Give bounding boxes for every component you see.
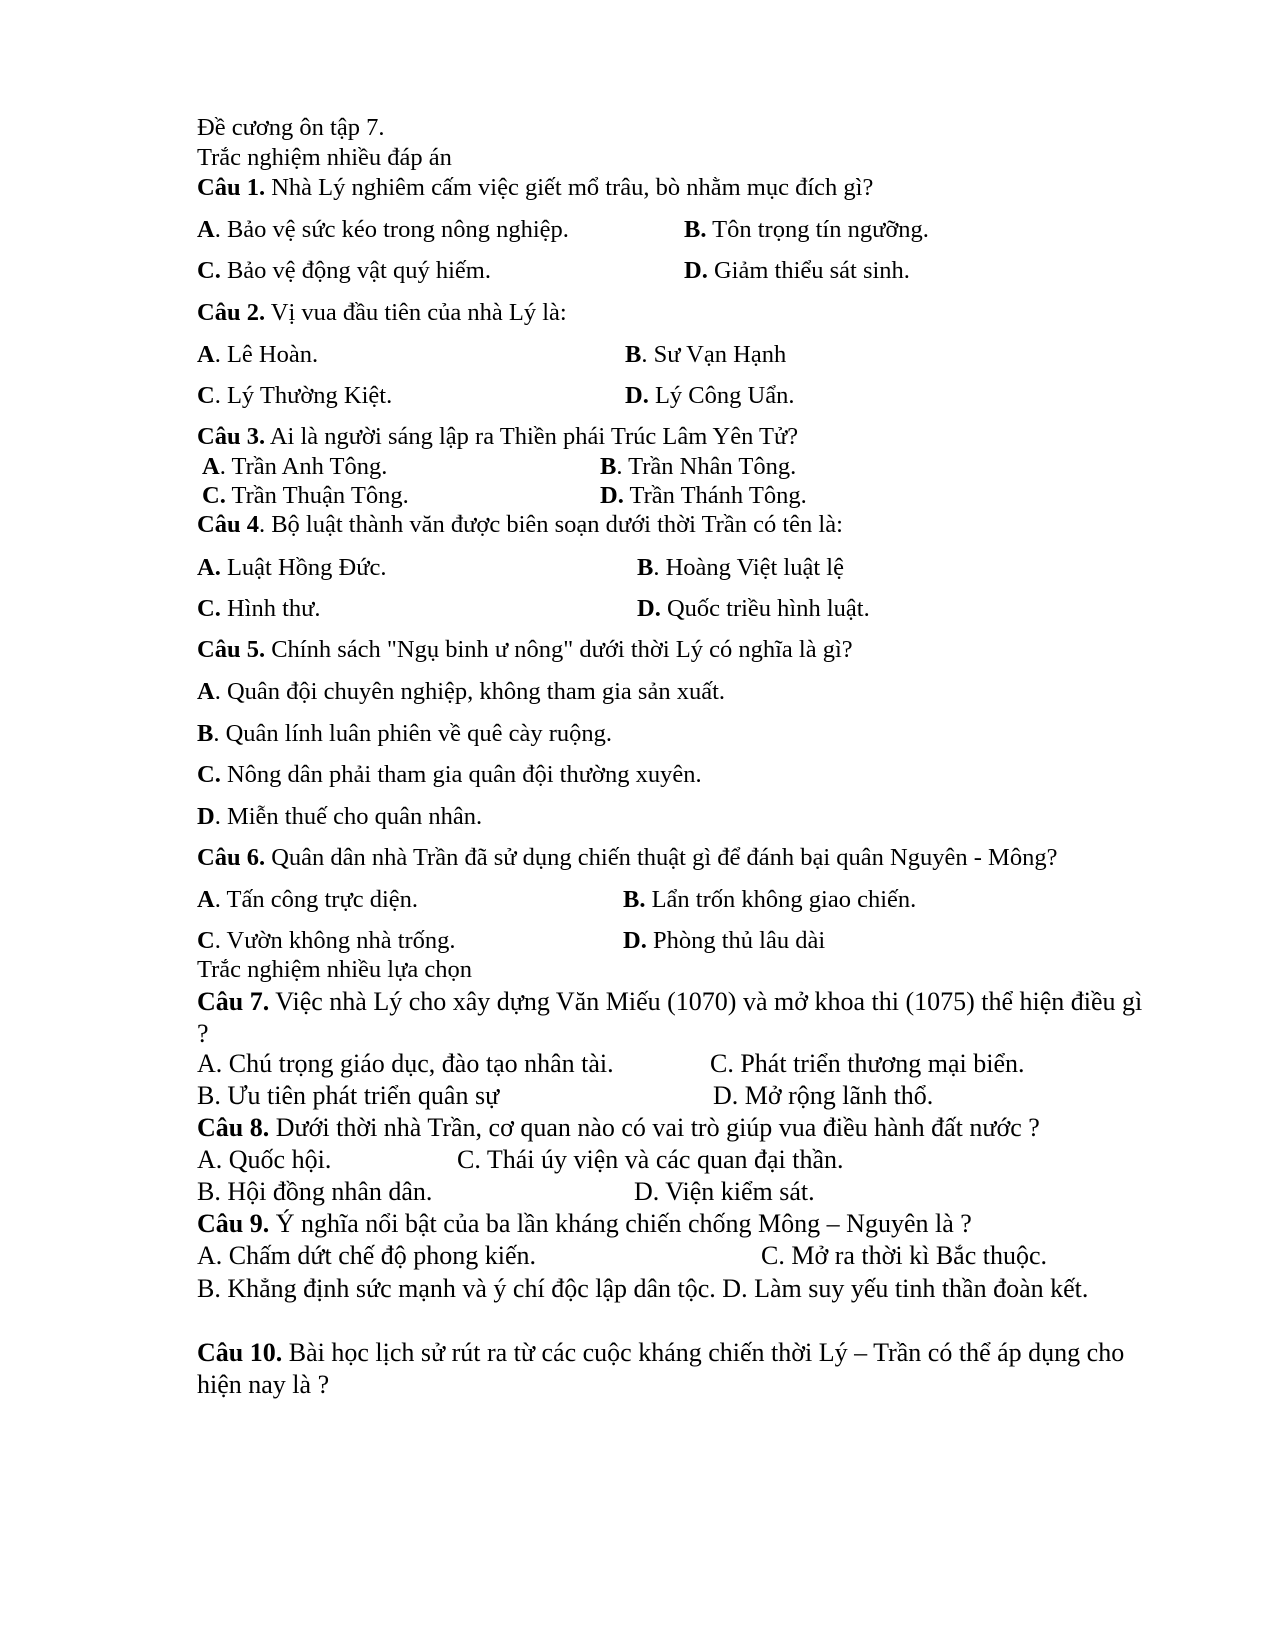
section-heading-multiple-choice: Trắc nghiệm nhiều lựa chọn (197, 956, 473, 983)
question-4: Câu 4. Bộ luật thành văn được biên soạn dưới thời Trần có tên là: (197, 511, 843, 538)
q8-option-d: D. Viện kiểm sát. (634, 1177, 815, 1206)
q1-option-d: D. Giảm thiểu sát sinh. (684, 257, 910, 284)
q6-option-c: C. Vườn không nhà trống. (197, 927, 456, 954)
q2-option-d: D. Lý Công Uẩn. (625, 382, 795, 409)
q7-option-d: D. Mở rộng lãnh thổ. (713, 1081, 934, 1110)
q1-option-c: C. Bảo vệ động vật quý hiếm. (197, 257, 491, 284)
q6-option-d: D. Phòng thủ lâu dài (623, 927, 826, 954)
q9-option-b-d: B. Khẳng định sức mạnh và ý chí độc lập dân tộc. D. Làm suy yếu tinh thần đoàn kết. (197, 1274, 1089, 1303)
q7-option-a: A. Chú trọng giáo dục, đào tạo nhân tài. (197, 1049, 614, 1078)
question-2: Câu 2. Vị vua đầu tiên của nhà Lý là: (197, 299, 567, 326)
question-5: Câu 5. Chính sách "Ngụ binh ư nông" dưới thời Lý có nghĩa là gì? (197, 636, 853, 663)
q3-option-c: C. Trần Thuận Tông. (202, 482, 409, 509)
q6-option-a: A. Tấn công trực diện. (197, 886, 419, 913)
question-6: Câu 6. Quân dân nhà Trần đã sử dụng chiến thuật gì để đánh bại quân Nguyên - Mông? (197, 844, 1058, 871)
q9-option-a: A. Chấm dứt chế độ phong kiến. (197, 1241, 537, 1270)
q4-option-c: C. Hình thư. (197, 595, 321, 622)
q2-option-c: C. Lý Thường Kiệt. (197, 382, 393, 409)
q5-option-d: D. Miễn thuế cho quân nhân. (197, 803, 483, 830)
q3-option-a: A. Trần Anh Tông. (202, 453, 388, 480)
q5-option-a: A. Quân đội chuyên nghiệp, không tham gia sản xuất. (197, 678, 726, 705)
q1-option-a: A. Bảo vệ sức kéo trong nông nghiệp. (197, 216, 569, 243)
question-10: Câu 10. Bài học lịch sử rút ra từ các cuộc kháng chiến thời Lý – Trần có thể áp dụng cho hiện nay là ? (197, 1338, 1125, 1399)
question-1: Câu 1. Nhà Lý nghiêm cấm việc giết mổ trâu, bò nhằm mục đích gì? (197, 174, 874, 201)
q8-option-c: C. Thái úy viện và các quan đại thần. (457, 1145, 844, 1174)
q1-option-b: B. Tôn trọng tín ngưỡng. (684, 216, 929, 243)
q6-option-b: B. Lẩn trốn không giao chiến. (623, 886, 917, 913)
q4-option-b: B. Hoàng Việt luật lệ (637, 554, 844, 581)
q3-option-d: D. Trần Thánh Tông. (600, 482, 807, 509)
q7-option-b: B. Ưu tiên phát triển quân sự (197, 1081, 500, 1110)
section-heading-multiple-answer: Trắc nghiệm nhiều đáp án (197, 144, 452, 171)
q8-option-b: B. Hội đồng nhân dân. (197, 1177, 433, 1206)
q4-option-d: D. Quốc triều hình luật. (637, 595, 870, 622)
q2-option-b: B. Sư Vạn Hạnh (625, 341, 787, 368)
document-title: Đề cương ôn tập 7. (197, 114, 385, 141)
q8-option-a: A. Quốc hội. (197, 1145, 332, 1174)
q5-option-c: C. Nông dân phải tham gia quân đội thường xuyên. (197, 761, 702, 788)
question-7: Câu 7. Việc nhà Lý cho xây dựng Văn Miếu (1070) và mở khoa thi (1075) thể hiện điều gì ? (197, 987, 1143, 1048)
q5-option-b: B. Quân lính luân phiên về quê cày ruộng. (197, 720, 613, 747)
q4-option-a: A. Luật Hồng Đức. (197, 554, 387, 581)
question-3: Câu 3. Ai là người sáng lập ra Thiền phái Trúc Lâm Yên Tử? (197, 423, 799, 450)
q7-option-c: C. Phát triển thương mại biển. (710, 1049, 1025, 1078)
question-8: Câu 8. Dưới thời nhà Trần, cơ quan nào có vai trò giúp vua điều hành đất nước ? (197, 1113, 1040, 1142)
q2-option-a: A. Lê Hoàn. (197, 341, 319, 368)
question-9: Câu 9. Ý nghĩa nổi bật của ba lần kháng chiến chống Mông – Nguyên là ? (197, 1209, 972, 1238)
q9-option-c: C. Mở ra thời kì Bắc thuộc. (761, 1241, 1048, 1270)
q3-option-b: B. Trần Nhân Tông. (600, 453, 797, 480)
